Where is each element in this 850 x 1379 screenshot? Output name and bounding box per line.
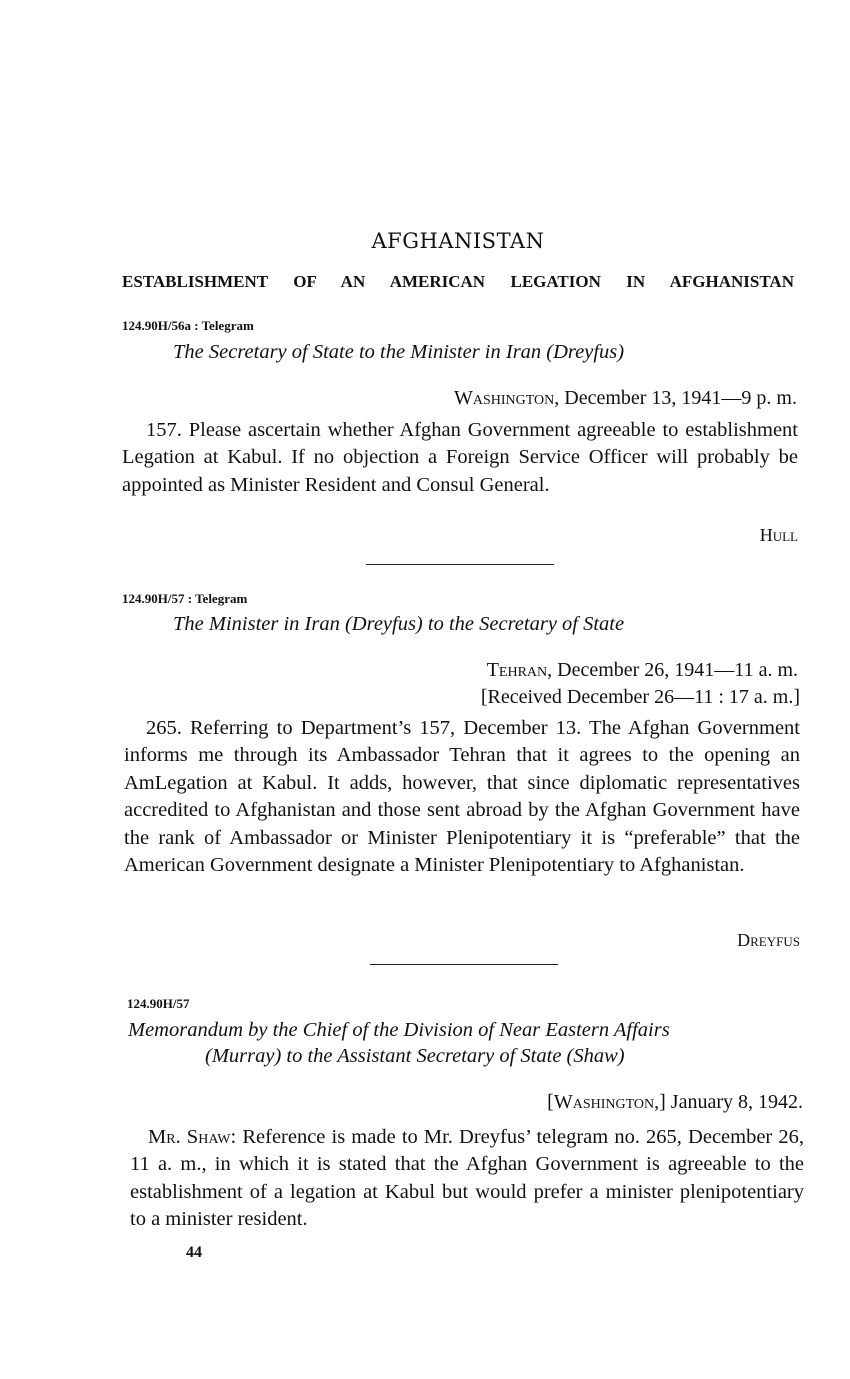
document-heading-2: The Minister in Iran (Dreyfus) to the Secretary of State: [173, 613, 625, 635]
separator-rule-1: [366, 564, 554, 565]
memorandum-body-3: [130, 1124, 804, 1234]
memorandum-text: : Reference is made to Mr. Dreyfus’ telegram no. 265, December 26, 11 a. m., in which it is stated that the Afghan Government is agreeable to the establishment of a legation at Kabul but would prefer a minister plenipotentiary to a minister resident.: [130, 1126, 805, 1231]
signature-2: Dreyfus: [737, 930, 800, 950]
dateline-2: [487, 659, 798, 682]
dateline-date-3: ] January 8, 1942.: [659, 1091, 803, 1113]
dateline-date-2: , December 26, 1941—11 a. m.: [547, 659, 798, 681]
dateline-place-1: Washington: [453, 387, 555, 409]
dateline-date-1: , December 13, 1941—9 p. m.: [554, 387, 797, 409]
dateline-3: [547, 1091, 803, 1114]
document-heading-3-line1: Memorandum by the Chief of the Division of Near Eastern Affairs: [128, 1019, 670, 1041]
dateline-1: [454, 387, 797, 410]
received-line-2: [Received December 26—11 : 17 a. m.]: [480, 686, 800, 708]
telegram-body-2: 265. Referring to Department’s 157, December 13. The Afghan Government informs me through its Ambassador Tehran that it agrees to the opening an AmLegation at Kabul. It adds, however, that since diplomatic representatives accredited to Afghanistan and those sent abroad by the Afghan Government have the rank of Ambassador or Minister Plenipotentiary it is “preferable” that the American Government designate a Minister Plenipotentiary to Afghanistan.: [124, 717, 800, 877]
file-number-1: 124.90H/56a : Telegram: [122, 318, 254, 333]
dateline-place-2: Tehran: [486, 659, 548, 681]
signature-1: Hull: [759, 525, 798, 545]
document-heading-3-line2: (Murray) to the Assistant Secretary of State (Shaw): [205, 1045, 625, 1067]
memorandum-salutation: Mr. Shaw: [148, 1126, 231, 1148]
section-heading: ESTABLISHMENT OF AN AMERICAN LEGATION IN AFGHANISTAN: [122, 272, 794, 291]
page-number: 44: [186, 1244, 202, 1261]
document-heading-1: The Secretary of State to the Minister in Iran (Dreyfus): [173, 341, 625, 363]
file-number-2: 124.90H/57 : Telegram: [122, 591, 248, 606]
country-heading: AFGHANISTAN: [371, 229, 545, 253]
dateline-bracket-3: [: [547, 1091, 554, 1113]
file-number-3: 124.90H/57: [127, 996, 190, 1011]
telegram-body-1: 157. Please ascertain whether Afghan Government agreeable to establishment Legation at Kabul. If no objection a Foreign Service Officer will probably be appointed as Minister Resident and Consul General.: [122, 419, 798, 496]
separator-rule-2: [370, 964, 558, 965]
dateline-place-3: Washington,: [553, 1091, 660, 1113]
